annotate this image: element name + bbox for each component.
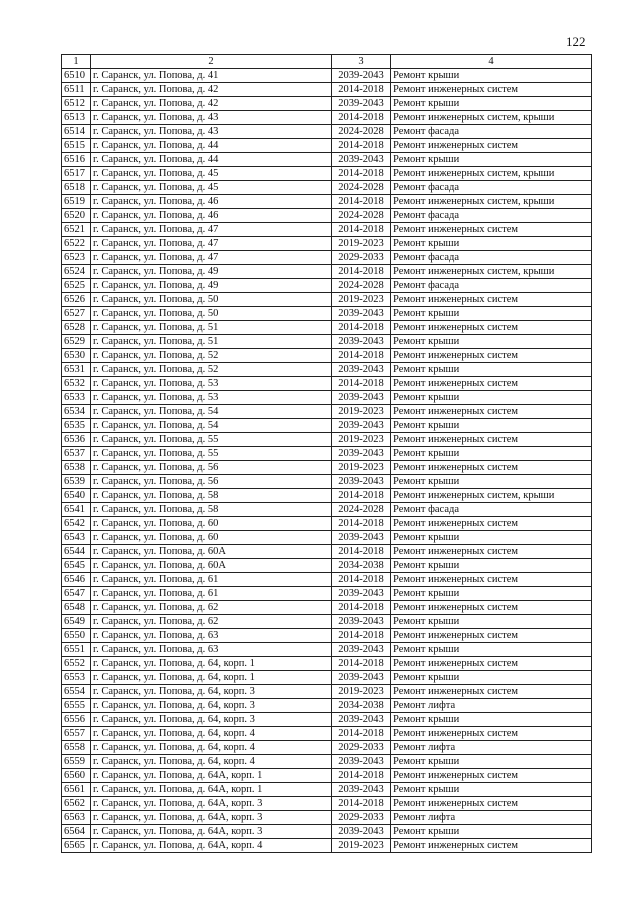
row-number: 6543 [62, 531, 91, 545]
work-type-cell: Ремонт крыши [391, 559, 592, 573]
table-row [62, 251, 592, 265]
period-cell: 2014-2018 [332, 223, 391, 237]
table-row [62, 615, 592, 629]
address-cell: г. Саранск, ул. Попова, д. 50 [91, 293, 332, 307]
period-cell: 2014-2018 [332, 167, 391, 181]
period-cell: 2039-2043 [332, 713, 391, 727]
address-cell: г. Саранск, ул. Попова, д. 45 [91, 167, 332, 181]
work-type-cell: Ремонт крыши [391, 671, 592, 685]
period-cell: 2014-2018 [332, 657, 391, 671]
row-number: 6524 [62, 265, 91, 279]
address-cell: г. Саранск, ул. Попова, д. 43 [91, 125, 332, 139]
period-cell: 2034-2038 [332, 699, 391, 713]
work-type-cell: Ремонт крыши [391, 475, 592, 489]
work-type-cell: Ремонт крыши [391, 447, 592, 461]
table-row [62, 321, 592, 335]
table-row [62, 209, 592, 223]
address-cell: г. Саранск, ул. Попова, д. 46 [91, 195, 332, 209]
work-type-cell: Ремонт крыши [391, 335, 592, 349]
address-cell: г. Саранск, ул. Попова, д. 64А, корп. 1 [91, 769, 332, 783]
period-cell: 2039-2043 [332, 825, 391, 839]
table-header [62, 55, 592, 69]
work-type-cell: Ремонт инженерных систем [391, 839, 592, 853]
row-number: 6564 [62, 825, 91, 839]
table-row [62, 153, 592, 167]
row-number: 6545 [62, 559, 91, 573]
period-cell: 2014-2018 [332, 349, 391, 363]
period-cell: 2019-2023 [332, 461, 391, 475]
row-number: 6532 [62, 377, 91, 391]
period-cell: 2039-2043 [332, 643, 391, 657]
table-row [62, 657, 592, 671]
address-cell: г. Саранск, ул. Попова, д. 52 [91, 363, 332, 377]
table-row [62, 461, 592, 475]
period-cell: 2039-2043 [332, 307, 391, 321]
table-row [62, 335, 592, 349]
address-cell: г. Саранск, ул. Попова, д. 64А, корп. 4 [91, 839, 332, 853]
table-row [62, 643, 592, 657]
table-row [62, 279, 592, 293]
row-number: 6547 [62, 587, 91, 601]
work-type-cell: Ремонт инженерных систем [391, 727, 592, 741]
table-row [62, 489, 592, 503]
work-type-cell: Ремонт инженерных систем [391, 517, 592, 531]
table-row [62, 727, 592, 741]
period-cell: 2014-2018 [332, 377, 391, 391]
work-type-cell: Ремонт фасада [391, 209, 592, 223]
work-type-cell: Ремонт фасада [391, 251, 592, 265]
table-row [62, 377, 592, 391]
period-cell: 2034-2038 [332, 559, 391, 573]
table-row [62, 293, 592, 307]
address-cell: г. Саранск, ул. Попова, д. 64А, корп. 3 [91, 825, 332, 839]
address-cell: г. Саранск, ул. Попова, д. 44 [91, 153, 332, 167]
address-cell: г. Саранск, ул. Попова, д. 42 [91, 97, 332, 111]
period-cell: 2024-2028 [332, 279, 391, 293]
table-row [62, 601, 592, 615]
address-cell: г. Саранск, ул. Попова, д. 43 [91, 111, 332, 125]
period-cell: 2019-2023 [332, 433, 391, 447]
row-number: 6541 [62, 503, 91, 517]
table-row [62, 405, 592, 419]
row-number: 6560 [62, 769, 91, 783]
row-number: 6520 [62, 209, 91, 223]
work-type-cell: Ремонт крыши [391, 531, 592, 545]
row-number: 6559 [62, 755, 91, 769]
address-cell: г. Саранск, ул. Попова, д. 55 [91, 447, 332, 461]
period-cell: 2014-2018 [332, 769, 391, 783]
work-type-cell: Ремонт инженерных систем, крыши [391, 111, 592, 125]
table-row [62, 755, 592, 769]
period-cell: 2014-2018 [332, 545, 391, 559]
work-type-cell: Ремонт инженерных систем [391, 629, 592, 643]
period-cell: 2039-2043 [332, 755, 391, 769]
period-cell: 2019-2023 [332, 685, 391, 699]
address-cell: г. Саранск, ул. Попова, д. 60 [91, 517, 332, 531]
period-cell: 2014-2018 [332, 797, 391, 811]
address-cell: г. Саранск, ул. Попова, д. 47 [91, 251, 332, 265]
address-cell: г. Саранск, ул. Попова, д. 58 [91, 503, 332, 517]
address-cell: г. Саранск, ул. Попова, д. 42 [91, 83, 332, 97]
period-cell: 2039-2043 [332, 419, 391, 433]
work-type-cell: Ремонт фасада [391, 279, 592, 293]
period-cell: 2024-2028 [332, 503, 391, 517]
row-number: 6550 [62, 629, 91, 643]
work-type-cell: Ремонт крыши [391, 97, 592, 111]
table-row [62, 125, 592, 139]
row-number: 6538 [62, 461, 91, 475]
table-row [62, 741, 592, 755]
row-number: 6514 [62, 125, 91, 139]
work-type-cell: Ремонт инженерных систем [391, 293, 592, 307]
row-number: 6562 [62, 797, 91, 811]
work-type-cell: Ремонт инженерных систем [391, 405, 592, 419]
table-row [62, 83, 592, 97]
work-type-cell: Ремонт инженерных систем [391, 657, 592, 671]
row-number: 6517 [62, 167, 91, 181]
table-row [62, 97, 592, 111]
row-number: 6542 [62, 517, 91, 531]
table-row [62, 713, 592, 727]
address-cell: г. Саранск, ул. Попова, д. 64А, корп. 3 [91, 797, 332, 811]
address-cell: г. Саранск, ул. Попова, д. 64, корп. 1 [91, 657, 332, 671]
period-cell: 2039-2043 [332, 391, 391, 405]
work-type-cell: Ремонт инженерных систем [391, 433, 592, 447]
row-number: 6555 [62, 699, 91, 713]
table-row [62, 797, 592, 811]
table-row [62, 195, 592, 209]
row-number: 6563 [62, 811, 91, 825]
period-cell: 2029-2033 [332, 741, 391, 755]
work-type-cell: Ремонт инженерных систем [391, 377, 592, 391]
work-type-cell: Ремонт инженерных систем [391, 83, 592, 97]
row-number: 6551 [62, 643, 91, 657]
work-type-cell: Ремонт крыши [391, 69, 592, 83]
work-type-cell: Ремонт фасада [391, 503, 592, 517]
row-number: 6533 [62, 391, 91, 405]
period-cell: 2014-2018 [332, 139, 391, 153]
table-row [62, 475, 592, 489]
table-row [62, 545, 592, 559]
row-number: 6526 [62, 293, 91, 307]
table-row [62, 811, 592, 825]
row-number: 6521 [62, 223, 91, 237]
address-cell: г. Саранск, ул. Попова, д. 62 [91, 601, 332, 615]
table-row [62, 517, 592, 531]
table-row [62, 419, 592, 433]
period-cell: 2014-2018 [332, 489, 391, 503]
period-cell: 2039-2043 [332, 587, 391, 601]
period-cell: 2014-2018 [332, 601, 391, 615]
period-cell: 2039-2043 [332, 153, 391, 167]
table-row [62, 237, 592, 251]
row-number: 6513 [62, 111, 91, 125]
period-cell: 2039-2043 [332, 335, 391, 349]
table-body [62, 69, 592, 853]
column-header-address: 2 [91, 55, 332, 69]
address-cell: г. Саранск, ул. Попова, д. 47 [91, 223, 332, 237]
table-row [62, 447, 592, 461]
work-type-cell: Ремонт крыши [391, 783, 592, 797]
work-type-cell: Ремонт инженерных систем [391, 321, 592, 335]
work-type-cell: Ремонт крыши [391, 587, 592, 601]
address-cell: г. Саранск, ул. Попова, д. 46 [91, 209, 332, 223]
address-cell: г. Саранск, ул. Попова, д. 50 [91, 307, 332, 321]
work-type-cell: Ремонт инженерных систем [391, 139, 592, 153]
table-row [62, 307, 592, 321]
table-row [62, 839, 592, 853]
column-header-work: 4 [391, 55, 592, 69]
header-row [62, 55, 592, 69]
period-cell: 2019-2023 [332, 293, 391, 307]
work-type-cell: Ремонт крыши [391, 643, 592, 657]
address-cell: г. Саранск, ул. Попова, д. 52 [91, 349, 332, 363]
period-cell: 2014-2018 [332, 727, 391, 741]
period-cell: 2039-2043 [332, 615, 391, 629]
row-number: 6515 [62, 139, 91, 153]
table-row [62, 265, 592, 279]
table-row [62, 111, 592, 125]
address-cell: г. Саранск, ул. Попова, д. 60 [91, 531, 332, 545]
row-number: 6553 [62, 671, 91, 685]
row-number: 6531 [62, 363, 91, 377]
table-row [62, 699, 592, 713]
row-number: 6544 [62, 545, 91, 559]
address-cell: г. Саранск, ул. Попова, д. 56 [91, 475, 332, 489]
work-type-cell: Ремонт инженерных систем [391, 349, 592, 363]
row-number: 6536 [62, 433, 91, 447]
work-type-cell: Ремонт крыши [391, 153, 592, 167]
registry-table [61, 54, 592, 853]
address-cell: г. Саранск, ул. Попова, д. 64, корп. 4 [91, 755, 332, 769]
address-cell: г. Саранск, ул. Попова, д. 64, корп. 4 [91, 741, 332, 755]
row-number: 6529 [62, 335, 91, 349]
address-cell: г. Саранск, ул. Попова, д. 41 [91, 69, 332, 83]
table-row [62, 685, 592, 699]
table-row [62, 69, 592, 83]
row-number: 6510 [62, 69, 91, 83]
row-number: 6528 [62, 321, 91, 335]
address-cell: г. Саранск, ул. Попова, д. 64А, корп. 3 [91, 811, 332, 825]
period-cell: 2039-2043 [332, 97, 391, 111]
table-row [62, 825, 592, 839]
address-cell: г. Саранск, ул. Попова, д. 63 [91, 629, 332, 643]
row-number: 6561 [62, 783, 91, 797]
row-number: 6554 [62, 685, 91, 699]
period-cell: 2039-2043 [332, 475, 391, 489]
page-number: 122 [566, 34, 586, 49]
period-cell: 2039-2043 [332, 783, 391, 797]
address-cell: г. Саранск, ул. Попова, д. 63 [91, 643, 332, 657]
work-type-cell: Ремонт крыши [391, 237, 592, 251]
row-number: 6511 [62, 83, 91, 97]
address-cell: г. Саранск, ул. Попова, д. 64, корп. 4 [91, 727, 332, 741]
address-cell: г. Саранск, ул. Попова, д. 64, корп. 3 [91, 699, 332, 713]
work-type-cell: Ремонт инженерных систем [391, 685, 592, 699]
period-cell: 2019-2023 [332, 237, 391, 251]
address-cell: г. Саранск, ул. Попова, д. 64, корп. 3 [91, 713, 332, 727]
period-cell: 2039-2043 [332, 69, 391, 83]
row-number: 6516 [62, 153, 91, 167]
address-cell: г. Саранск, ул. Попова, д. 53 [91, 377, 332, 391]
address-cell: г. Саранск, ул. Попова, д. 64А, корп. 1 [91, 783, 332, 797]
address-cell: г. Саранск, ул. Попова, д. 61 [91, 587, 332, 601]
table-row [62, 769, 592, 783]
address-cell: г. Саранск, ул. Попова, д. 49 [91, 265, 332, 279]
row-number: 6565 [62, 839, 91, 853]
address-cell: г. Саранск, ул. Попова, д. 56 [91, 461, 332, 475]
table-row [62, 349, 592, 363]
period-cell: 2039-2043 [332, 447, 391, 461]
address-cell: г. Саранск, ул. Попова, д. 58 [91, 489, 332, 503]
table-row [62, 531, 592, 545]
row-number: 6519 [62, 195, 91, 209]
address-cell: г. Саранск, ул. Попова, д. 60А [91, 559, 332, 573]
period-cell: 2019-2023 [332, 839, 391, 853]
column-header-period: 3 [332, 55, 391, 69]
row-number: 6537 [62, 447, 91, 461]
address-cell: г. Саранск, ул. Попова, д. 51 [91, 335, 332, 349]
period-cell: 2039-2043 [332, 531, 391, 545]
period-cell: 2024-2028 [332, 125, 391, 139]
period-cell: 2039-2043 [332, 671, 391, 685]
row-number: 6546 [62, 573, 91, 587]
row-number: 6535 [62, 419, 91, 433]
table-row [62, 139, 592, 153]
period-cell: 2024-2028 [332, 209, 391, 223]
table-row [62, 223, 592, 237]
work-type-cell: Ремонт крыши [391, 419, 592, 433]
work-type-cell: Ремонт фасада [391, 125, 592, 139]
table-row [62, 573, 592, 587]
period-cell: 2014-2018 [332, 265, 391, 279]
row-number: 6556 [62, 713, 91, 727]
table-row [62, 181, 592, 195]
work-type-cell: Ремонт инженерных систем [391, 545, 592, 559]
address-cell: г. Саранск, ул. Попова, д. 61 [91, 573, 332, 587]
table-row [62, 503, 592, 517]
work-type-cell: Ремонт инженерных систем [391, 797, 592, 811]
row-number: 6534 [62, 405, 91, 419]
work-type-cell: Ремонт крыши [391, 307, 592, 321]
row-number: 6549 [62, 615, 91, 629]
table-row [62, 167, 592, 181]
period-cell: 2039-2043 [332, 363, 391, 377]
row-number: 6518 [62, 181, 91, 195]
column-header-number: 1 [62, 55, 91, 69]
table-row [62, 783, 592, 797]
address-cell: г. Саранск, ул. Попова, д. 55 [91, 433, 332, 447]
address-cell: г. Саранск, ул. Попова, д. 49 [91, 279, 332, 293]
work-type-cell: Ремонт инженерных систем, крыши [391, 195, 592, 209]
work-type-cell: Ремонт инженерных систем [391, 769, 592, 783]
work-type-cell: Ремонт инженерных систем, крыши [391, 167, 592, 181]
row-number: 6540 [62, 489, 91, 503]
address-cell: г. Саранск, ул. Попова, д. 54 [91, 419, 332, 433]
period-cell: 2019-2023 [332, 405, 391, 419]
period-cell: 2014-2018 [332, 111, 391, 125]
address-cell: г. Саранск, ул. Попова, д. 54 [91, 405, 332, 419]
address-cell: г. Саранск, ул. Попова, д. 64, корп. 1 [91, 671, 332, 685]
work-type-cell: Ремонт инженерных систем [391, 573, 592, 587]
row-number: 6527 [62, 307, 91, 321]
row-number: 6512 [62, 97, 91, 111]
address-cell: г. Саранск, ул. Попова, д. 60А [91, 545, 332, 559]
work-type-cell: Ремонт крыши [391, 755, 592, 769]
work-type-cell: Ремонт крыши [391, 825, 592, 839]
address-cell: г. Саранск, ул. Попова, д. 62 [91, 615, 332, 629]
address-cell: г. Саранск, ул. Попова, д. 53 [91, 391, 332, 405]
row-number: 6557 [62, 727, 91, 741]
period-cell: 2014-2018 [332, 321, 391, 335]
row-number: 6522 [62, 237, 91, 251]
work-type-cell: Ремонт фасада [391, 181, 592, 195]
address-cell: г. Саранск, ул. Попова, д. 45 [91, 181, 332, 195]
work-type-cell: Ремонт инженерных систем [391, 461, 592, 475]
table-row [62, 391, 592, 405]
address-cell: г. Саранск, ул. Попова, д. 47 [91, 237, 332, 251]
row-number: 6525 [62, 279, 91, 293]
row-number: 6548 [62, 601, 91, 615]
row-number: 6523 [62, 251, 91, 265]
work-type-cell: Ремонт инженерных систем [391, 223, 592, 237]
table-row [62, 629, 592, 643]
work-type-cell: Ремонт крыши [391, 713, 592, 727]
table-row [62, 433, 592, 447]
work-type-cell: Ремонт крыши [391, 363, 592, 377]
period-cell: 2014-2018 [332, 629, 391, 643]
work-type-cell: Ремонт лифта [391, 699, 592, 713]
work-type-cell: Ремонт крыши [391, 615, 592, 629]
period-cell: 2014-2018 [332, 195, 391, 209]
address-cell: г. Саранск, ул. Попова, д. 44 [91, 139, 332, 153]
period-cell: 2014-2018 [332, 83, 391, 97]
table-row [62, 363, 592, 377]
work-type-cell: Ремонт инженерных систем, крыши [391, 265, 592, 279]
work-type-cell: Ремонт лифта [391, 741, 592, 755]
period-cell: 2029-2033 [332, 811, 391, 825]
table-row [62, 671, 592, 685]
address-cell: г. Саранск, ул. Попова, д. 64, корп. 3 [91, 685, 332, 699]
row-number: 6530 [62, 349, 91, 363]
row-number: 6552 [62, 657, 91, 671]
work-type-cell: Ремонт инженерных систем, крыши [391, 489, 592, 503]
table-row [62, 559, 592, 573]
work-type-cell: Ремонт крыши [391, 391, 592, 405]
period-cell: 2024-2028 [332, 181, 391, 195]
row-number: 6539 [62, 475, 91, 489]
work-type-cell: Ремонт лифта [391, 811, 592, 825]
period-cell: 2029-2033 [332, 251, 391, 265]
address-cell: г. Саранск, ул. Попова, д. 51 [91, 321, 332, 335]
table-row [62, 587, 592, 601]
period-cell: 2014-2018 [332, 517, 391, 531]
period-cell: 2014-2018 [332, 573, 391, 587]
row-number: 6558 [62, 741, 91, 755]
work-type-cell: Ремонт инженерных систем [391, 601, 592, 615]
